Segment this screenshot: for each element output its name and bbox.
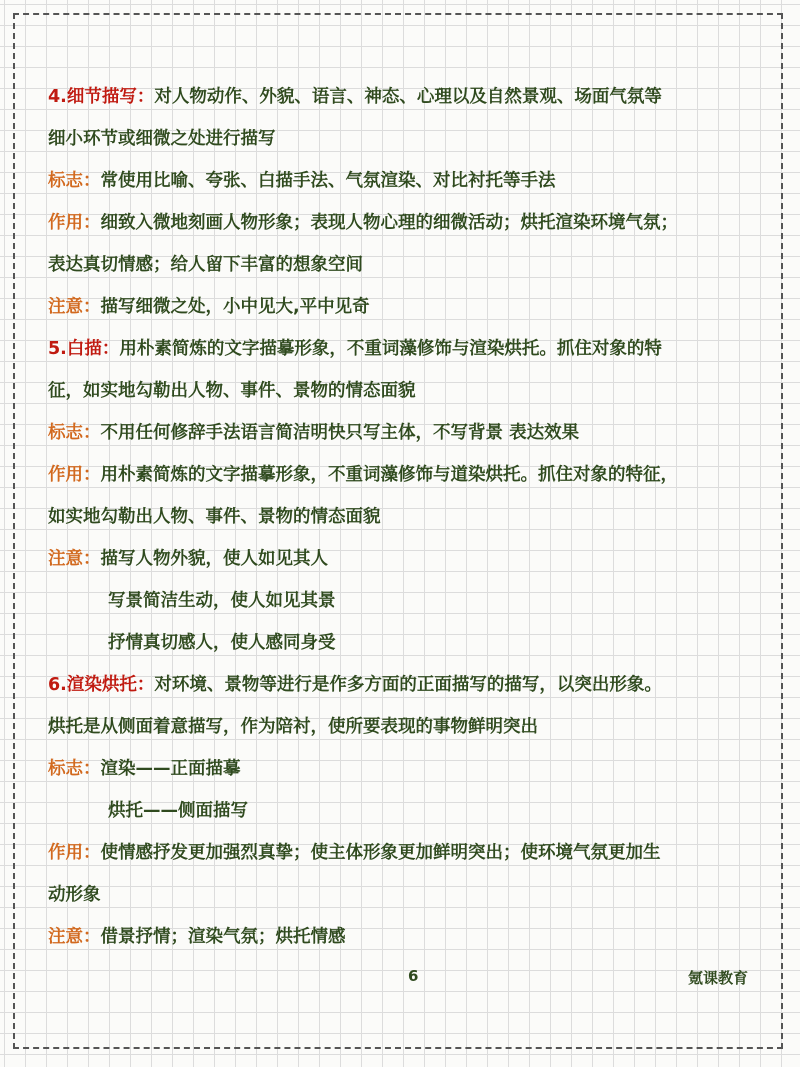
section-5-text-2: 征，如实地勾勒出人物、事件、景物的情态面貌	[48, 381, 416, 401]
brand-name: 氪课教育	[688, 969, 749, 987]
sign-text: 不用任何修辞手法语言简洁明快只写主体，不写背景 表达效果	[100, 423, 580, 443]
section-5-line-2	[48, 370, 758, 412]
effect-text-1: 用朴素简炼的文字描摹形象，不重词藻修饰与道染烘托。抓住对象的特征，	[100, 465, 678, 485]
note-text-3: 抒情真切感人，使人感同身受	[108, 633, 336, 653]
sign-label: 标志：	[48, 171, 101, 191]
section-4-effect-2	[48, 244, 758, 286]
section-4-line-2	[48, 118, 758, 160]
section-6-line-2	[48, 706, 758, 748]
effect-text-2: 表达真切情感；给人留下丰富的想象空间	[48, 255, 363, 275]
section-5-text-1: 用朴素简炼的文字描摹形象，不重词藻修饰与渲染烘托。抓住对象的特	[119, 339, 662, 359]
section-6-sign-1	[48, 748, 758, 790]
section-6-effect-2	[48, 874, 758, 916]
section-4-line-1	[48, 76, 758, 118]
section-6-effect-1	[48, 832, 758, 874]
effect-text-2: 如实地勾勒出人物、事件、景物的情态面貌	[48, 507, 381, 527]
section-6-heading: 6.渲染烘托：	[48, 675, 155, 695]
effect-text-1: 细致入微地刻画人物形象；表现人物心理的细微活动；烘托渲染环境气氛；	[100, 213, 678, 233]
note-text: 描写细微之处，小中见大,平中见奇	[100, 297, 370, 317]
section-5-note-2	[48, 580, 758, 622]
note-label: 注意：	[48, 549, 101, 569]
effect-label: 作用：	[48, 213, 101, 233]
sign-text-1: 渲染——正面描摹	[100, 759, 241, 779]
section-5-effect-1	[48, 454, 758, 496]
section-6-note	[48, 916, 758, 958]
sign-label: 标志：	[48, 759, 101, 779]
section-6-sign-2	[48, 790, 758, 832]
note-text-1: 描写人物外貌，使人如见其人	[100, 549, 328, 569]
section-5-note-1	[48, 538, 758, 580]
section-6-text-2: 烘托是从侧面着意描写，作为陪衬，使所要表现的事物鲜明突出	[48, 717, 538, 737]
section-6-text-1: 对环境、景物等进行是作多方面的正面描写的描写，以突出形象。	[154, 675, 662, 695]
note-label: 注意：	[48, 297, 101, 317]
sign-text-2: 烘托——侧面描写	[108, 801, 248, 821]
content	[48, 76, 758, 958]
sign-text: 常使用比喻、夸张、白描手法、气氛渲染、对比衬托等手法	[100, 171, 556, 191]
section-4-note	[48, 286, 758, 328]
note-text: 借景抒情；渲染气氛；烘托情感	[100, 927, 346, 947]
section-5-line-1	[48, 328, 758, 370]
note-label: 注意：	[48, 927, 101, 947]
section-4-text-1: 对人物动作、外貌、语言、神态、心理以及自然景观、场面气氛等	[154, 87, 662, 107]
section-4-text-2: 细小环节或细微之处进行描写	[48, 129, 276, 149]
effect-text-1: 使情感抒发更加强烈真挚；使主体形象更加鲜明突出；使环境气氛更加生	[100, 843, 661, 863]
effect-label: 作用：	[48, 465, 101, 485]
page-number: 6	[408, 967, 419, 985]
sign-label: 标志：	[48, 423, 101, 443]
effect-label: 作用：	[48, 843, 101, 863]
section-6-line-1	[48, 664, 758, 706]
note-text-2: 写景简洁生动，使人如见其景	[108, 591, 336, 611]
section-5-heading: 5.白描：	[48, 339, 120, 359]
section-4-sign	[48, 160, 758, 202]
section-4-effect-1	[48, 202, 758, 244]
section-4-heading: 4.细节描写：	[48, 87, 155, 107]
section-5-effect-2	[48, 496, 758, 538]
section-5-note-3	[48, 622, 758, 664]
section-5-sign	[48, 412, 758, 454]
effect-text-2: 动形象	[48, 885, 101, 905]
